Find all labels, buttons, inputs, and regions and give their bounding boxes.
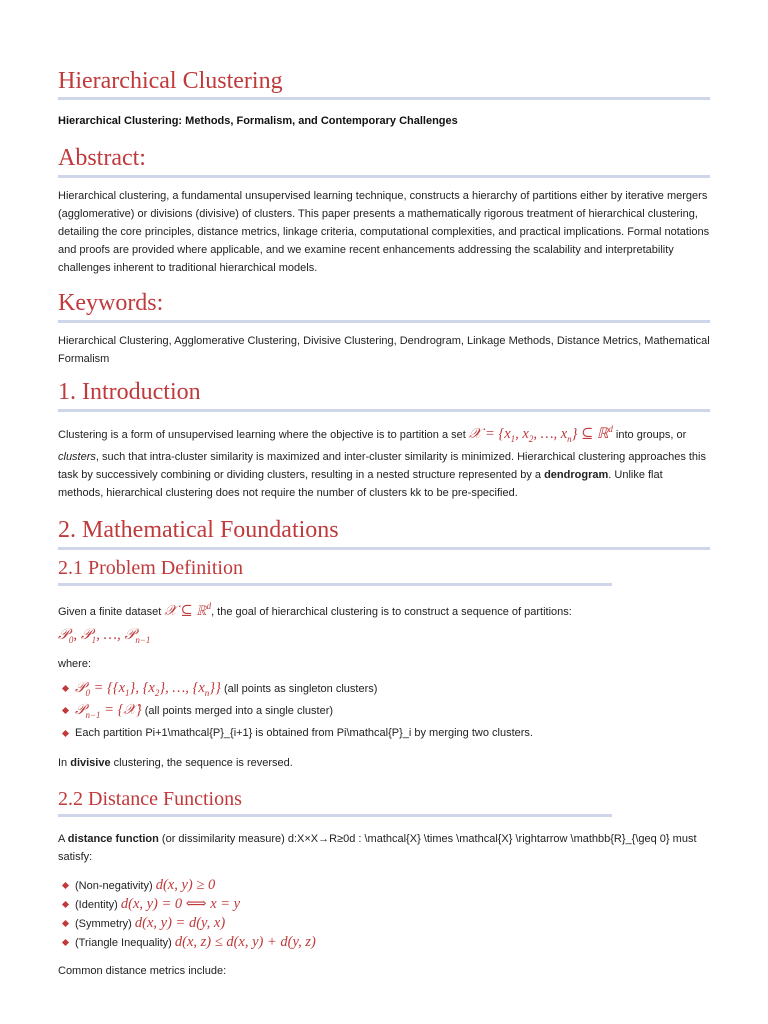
keywords-text: Hierarchical Clustering, Agglomerative Clustering, Divisive Clustering, Dendrogram, Linkage Methods, Distance Metrics, Mathematical Formalism [58, 335, 710, 365]
problem-definition-text: Given a finite dataset 𝒳 ⊆ ℝ$^d$, the goal of hierarchical clustering is to construct a sequence of partitions: [58, 600, 572, 619]
section-2-heading: 2. Mathematical Foundations [58, 516, 339, 543]
list-item: (Triangle Inequality) d(x, z) ≤ d(x, y) + d(y, z) [58, 933, 710, 952]
list-item: 𝒫$_{n-1}$ = {𝒳} (all points merged into a single cluster) [58, 701, 710, 724]
partition-sequence-formula: 𝒫$_0$, 𝒫$_1$, …, 𝒫$_{n-1}$ [58, 626, 151, 645]
dataset-formula: 𝒳 = {$x_1$, $x_2$, …, $x_n$} ⊆ ℝ$^d$ [468, 424, 613, 444]
distance-function-text: A distance function (or dissimilarity measure) d:X×X→R≥0d : \mathcal{X} \times \mathcal{X} \rightarrow \mathbb{R}_{\geq 0} must satisfy: [58, 833, 697, 864]
keywords-heading: Keywords: [58, 290, 164, 316]
list-item: (Non-negativity) d(x, y) ≥ 0 [58, 876, 710, 895]
introduction-heading: 1. Introduction [58, 379, 201, 405]
abstract-text: Hierarchical clustering, a fundamental unsupervised learning technique, constructs a hierarchy of partitions either by iterative mergers (agglomerative) or divisions (divisive) of clusters. This paper presents a mathematically rigorous treatment of hierarchical clustering, detailing the core principles, distance metrics, linkage criteria, computational complexities, and practical implications. Formal notations and proofs are provided where applicable, and we examine recent enhancements addressing the scalability and interpretability challenges inherent to traditional hierarchical models. [58, 190, 710, 274]
dataset-subset-formula: 𝒳 ⊆ ℝ$^d$ [164, 600, 212, 619]
introduction-text: Clustering is a form of unsupervised learning where the objective is to partition a set 𝒳 = {$x_1$, $x_2$, …, $x_n$} ⊆ ℝ$^d$ into groups, or clusters, such that intra-cluster similarity is maximized and inter-cluster similarity is minimized. Hierarchical clustering approaches this task by successively combining or dividing clusters, resulting in a nested structure represented by a dendrogram. Unlike flat methods, hierarchical clustering does not require the number of clusters kk to be pre-specified. [58, 424, 706, 499]
abstract-heading: Abstract: [58, 145, 146, 171]
list-item: (Identity) d(x, y) = 0 ⟺ x = y [58, 895, 710, 914]
list-item: (Symmetry) d(x, y) = d(y, x) [58, 914, 710, 933]
document-subtitle: Hierarchical Clustering: Methods, Formalism, and Contemporary Challenges [58, 115, 458, 127]
distance-properties-list [58, 876, 710, 952]
where-text: where: [58, 657, 92, 670]
divisive-text: In divisive clustering, the sequence is reversed. [58, 757, 293, 770]
section-2-2-heading: 2.2 Distance Functions [58, 788, 242, 811]
common-metrics-text: Common distance metrics include: [58, 965, 227, 978]
partition-list [58, 679, 710, 743]
document-title: Hierarchical Clustering [58, 68, 283, 94]
list-item: 𝒫$_0$ = {$\{x_1\}$, $\{x_2\}$, …, $\{x_n\}$} (all points as singleton clusters) [58, 679, 710, 702]
list-item: Each partition Pi+1\mathcal{P}_{i+1} is obtained from Pi\mathcal{P}_i by merging two clusters. [58, 724, 710, 742]
section-2-1-heading: 2.1 Problem Definition [58, 556, 243, 579]
